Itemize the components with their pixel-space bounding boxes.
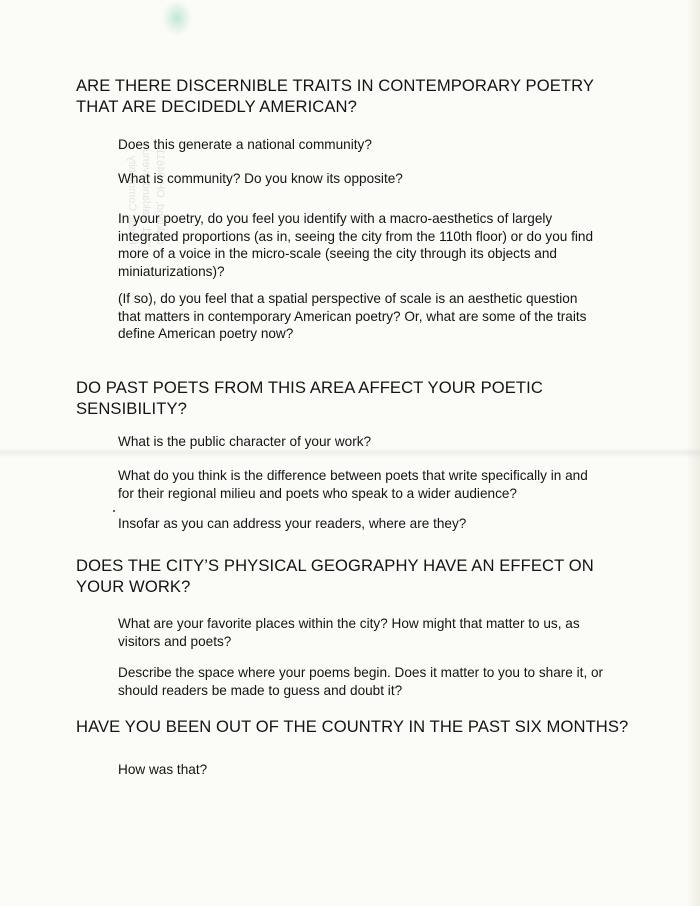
stray-ink-dot [113, 510, 115, 512]
question-poem-space [118, 664, 603, 699]
bleed-through-line: Poetic Community [126, 155, 138, 245]
section-heading-american-traits [76, 75, 594, 117]
question-line: What is community? Do you know its opposite? [118, 171, 403, 186]
question-community-opposite [118, 170, 403, 188]
heading-line: DOES THE CITY’S PHYSICAL GEOGRAPHY HAVE AN EFFECT ON [76, 556, 594, 575]
question-line: for their regional milieu and poets who speak to a wider audience? [118, 485, 517, 501]
question-public-character [118, 433, 371, 451]
question-line: What are your favorite places within the city? How might that matter to us, as [118, 616, 580, 631]
question-line: miniaturizations)? [118, 263, 225, 279]
question-national-community [118, 136, 372, 154]
question-line: should readers be made to guess and doubt it? [118, 682, 403, 698]
heading-line: YOUR WORK? [76, 577, 191, 596]
question-line: visitors and poets? [118, 633, 232, 649]
question-how-was-that [118, 761, 207, 779]
question-line: How was that? [118, 762, 208, 777]
question-line: What do you think is the difference between poets that write specifically in and [118, 468, 588, 483]
heading-line: ARE THERE DISCERNIBLE TRAITS IN CONTEMPORARY POETRY [76, 76, 595, 95]
question-line: integrated proportions (as in, seeing the city from the 110th floor) or do you find [118, 228, 594, 244]
heading-line: THAT ARE DECIDEDLY AMERICAN? [76, 97, 357, 116]
question-line: Insofar as you can address your readers, where are they? [118, 516, 467, 531]
question-line: more of a voice in the micro-scale (seeing the city through its objects and [118, 246, 557, 262]
question-readers-location [118, 515, 466, 533]
question-line: In your poetry, do you feel you identify with a macro-aesthetics of largely [118, 211, 553, 226]
section-heading-past-poets [76, 377, 543, 419]
bleed-through-line: Oakland, OH 94611 [154, 148, 166, 245]
question-line: (If so), do you feel that a spatial perspective of scale is an aesthetic question [118, 291, 578, 306]
question-macro-micro-scale [118, 210, 593, 280]
section-heading-out-of-country [76, 716, 628, 737]
question-spatial-perspective [118, 290, 586, 343]
heading-line: DO PAST POETS FROM THIS AREA AFFECT YOUR POETIC [76, 378, 543, 397]
heading-line: SENSIBILITY? [76, 399, 187, 418]
question-line: define American poetry now? [118, 326, 294, 342]
question-regional-milieu [118, 467, 588, 502]
question-favorite-places [118, 615, 580, 650]
question-line: that matters in contemporary American poetry? Or, what are some of the traits [118, 308, 587, 324]
section-heading-physical-geography [76, 555, 594, 597]
paper-edge-shadow [686, 0, 700, 906]
question-line: What is the public character of your work? [118, 434, 372, 449]
green-ink-smudge [162, 0, 192, 36]
bleed-through-line: 361 Oakland Avenue [140, 143, 152, 245]
question-line: Describe the space where your poems begin. Does it matter to you to share it, or [118, 665, 604, 680]
question-line: Does this generate a national community? [118, 137, 372, 152]
heading-line: HAVE YOU BEEN OUT OF THE COUNTRY IN THE PAST SIX MONTHS? [76, 717, 629, 736]
